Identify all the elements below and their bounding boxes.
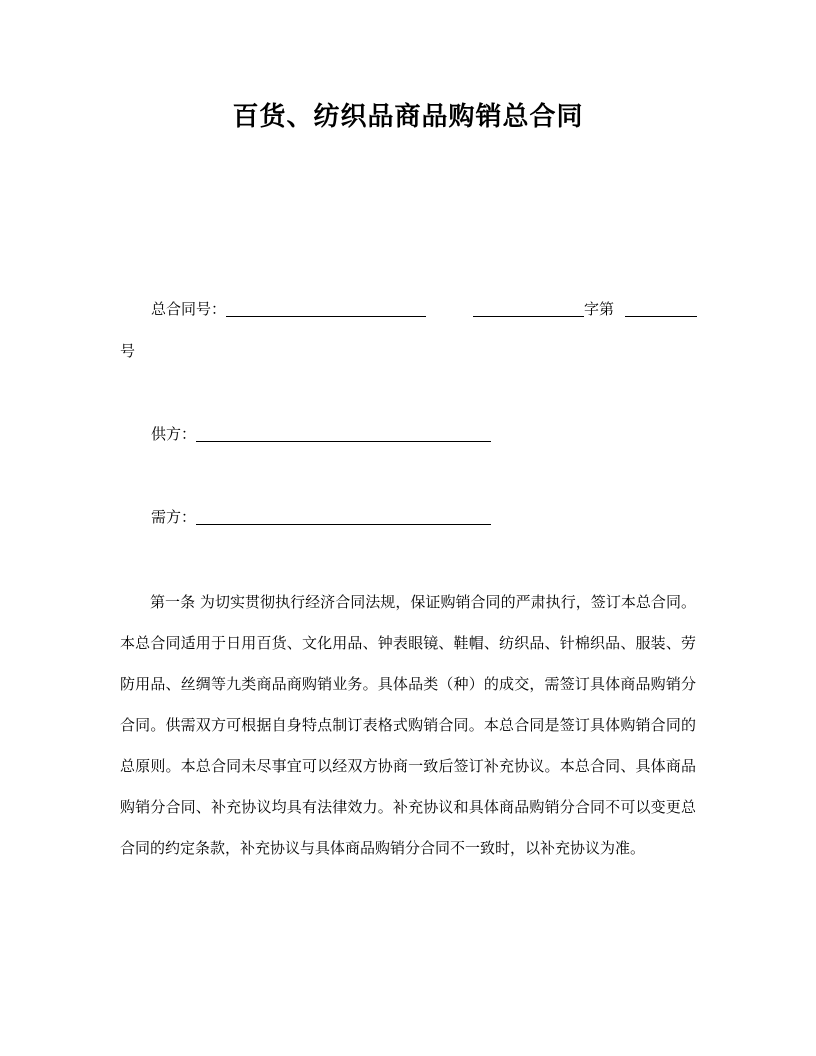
article-1-paragraph: 第一条 为切实贯彻执行经济合同法规，保证购销合同的严肃执行，签订本总合同。本总合同适用于日用百货、文化用品、钟表眼镜、鞋帽、纺织品、针棉织品、服装、劳防用品、丝绸等九类商品商购销业务。具体品类（种）的成交，需签订具体商品购销分合同。供需双方可根据自身特点制订表格式购销合同。本总合同是签订具体购销合同的总原则。本总合同未尽事宜可以经双方协商一致后签订补充协议。本总合同、具体商品购销分合同、补充协议均具有法律效力。补充协议和具体商品购销分合同不可以变更总合同的约定条款，补充协议与具体商品购销分合同不一致时，以补充协议为准。 bbox=[120, 593, 696, 857]
buyer-line bbox=[151, 506, 491, 527]
supplier-label: 供方： bbox=[151, 425, 197, 443]
supplier-blank[interactable] bbox=[196, 425, 491, 442]
contract-number-blank[interactable] bbox=[226, 300, 426, 317]
contract-prefix-blank[interactable] bbox=[473, 300, 584, 317]
contract-hao: 号 bbox=[120, 342, 136, 360]
contract-seq-blank[interactable] bbox=[625, 300, 697, 317]
buyer-label: 需方： bbox=[151, 508, 197, 526]
contract-zi-line bbox=[473, 298, 697, 319]
buyer-blank[interactable] bbox=[196, 508, 491, 525]
contract-zi-di-label: 字第 bbox=[584, 300, 615, 318]
contract-number-label: 总合同号： bbox=[151, 300, 227, 318]
page-title: 百货、纺织品商品购销总合同 bbox=[232, 102, 584, 132]
supplier-line bbox=[151, 423, 491, 444]
contract-number-line bbox=[151, 298, 426, 319]
